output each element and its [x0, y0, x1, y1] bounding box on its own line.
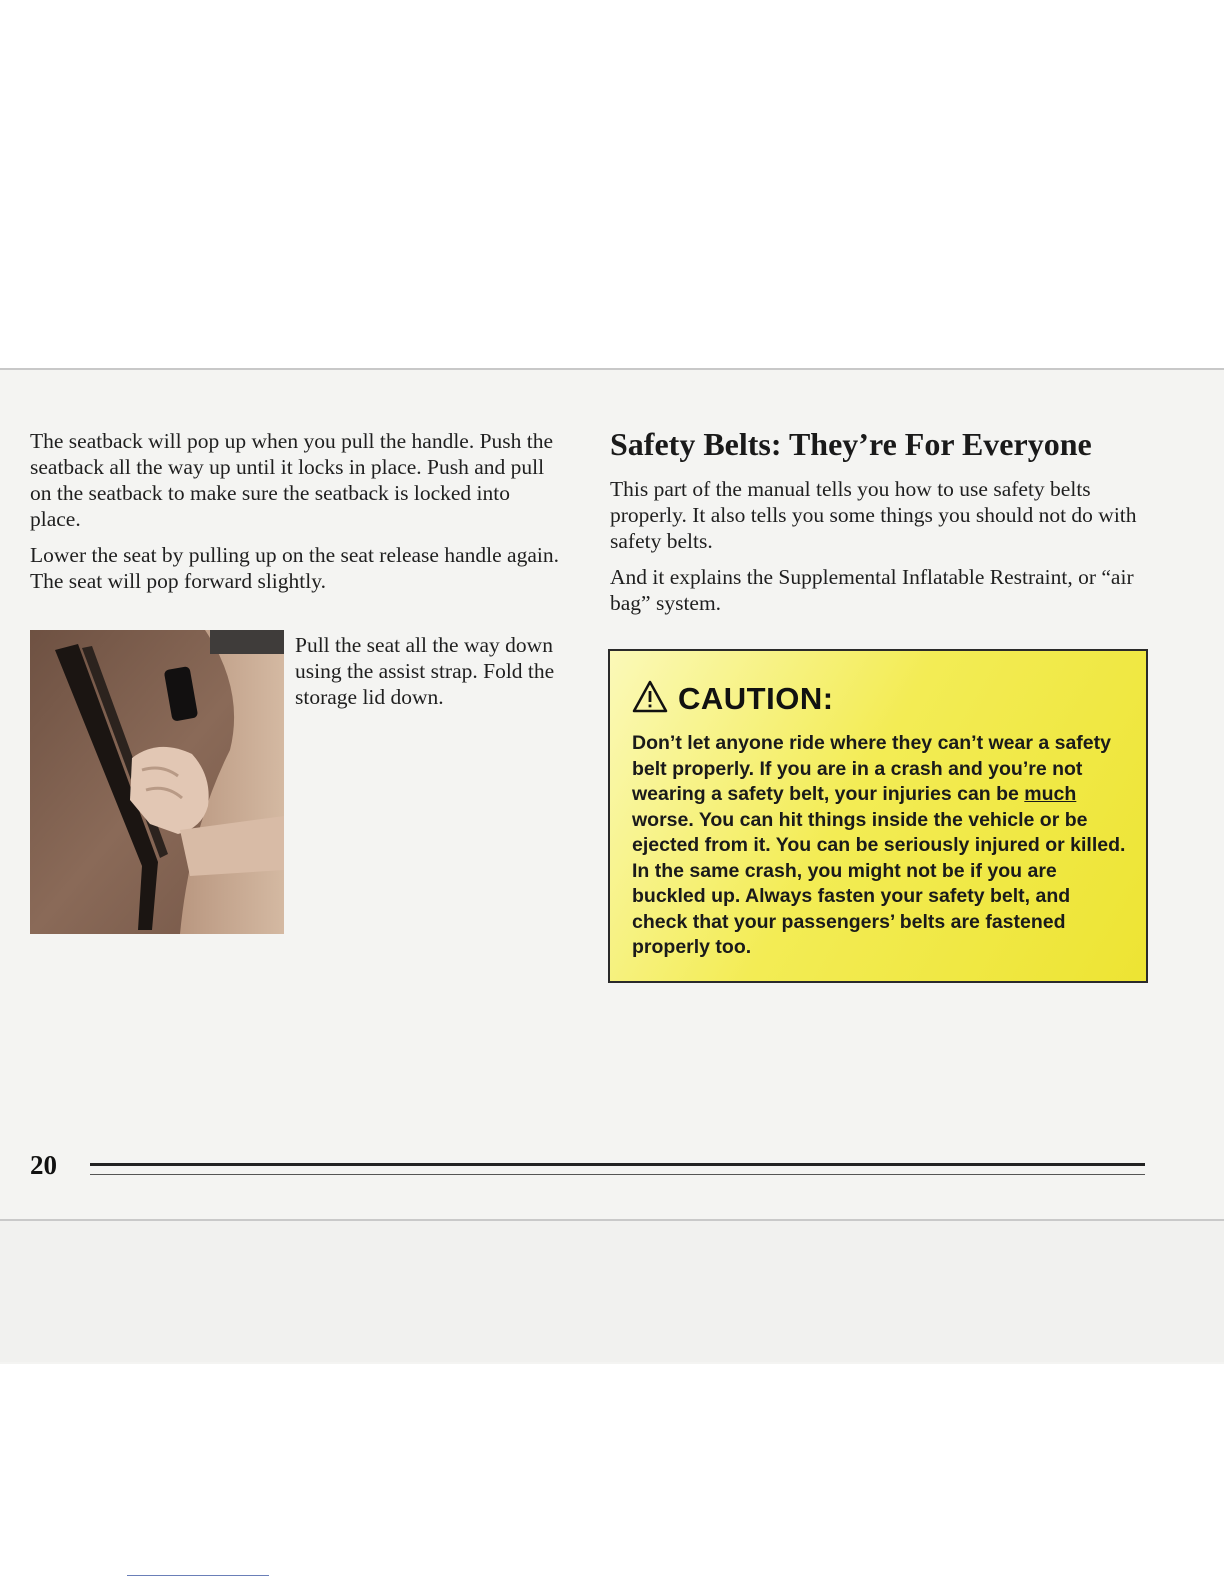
caution-text-emphasis: much	[1024, 783, 1077, 805]
air-bag-paragraph: And it explains the Supplemental Inflatable Restraint, or “air bag” system.	[610, 565, 1134, 615]
intro-paragraph: This part of the manual tells you how to use safety belts properly. It also tells you some things you should not do with safety belts.	[610, 477, 1137, 553]
footer-rule-thin	[90, 1174, 1145, 1175]
footer-rule	[90, 1163, 1145, 1166]
warning-triangle-icon	[632, 680, 668, 718]
left-column	[30, 428, 565, 604]
caution-text	[632, 731, 1127, 961]
seat-strap-photo	[30, 630, 284, 934]
caution-box	[608, 649, 1148, 983]
photo-caption: Pull the seat all the way down using the assist strap. Fold the storage lid down.	[295, 633, 555, 709]
caution-header	[632, 679, 834, 719]
band-lower	[0, 1221, 1224, 1362]
caution-text-before: Don’t let anyone ride where they can’t wear a safety belt properly. If you are in a crash and you’re not wearing a safety belt, your injuries can be	[632, 732, 1111, 805]
caution-text-after: worse. You can hit things inside the vehicle or be ejected from it. You can be seriously injured or killed. In the same crash, you might not be if you are buckled up. Always fasten your safety belt, and check that your passengers’ belts are fastened properly too.	[632, 808, 1126, 958]
section-title: Safety Belts: They’re For Everyone	[610, 426, 1092, 462]
bottom-underline-mark	[127, 1575, 269, 1576]
caution-heading: CAUTION:	[678, 681, 834, 716]
right-column	[610, 424, 1155, 626]
lower-seat-paragraph: Lower the seat by pulling up on the seat release handle again. The seat will pop forward slightly.	[30, 543, 559, 593]
page-number: 20	[30, 1150, 57, 1180]
seatback-paragraph: The seatback will pop up when you pull the handle. Push the seatback all the way up until it locks in place. Push and pull on the seatback to make sure the seatback is locked into place.	[30, 429, 554, 531]
